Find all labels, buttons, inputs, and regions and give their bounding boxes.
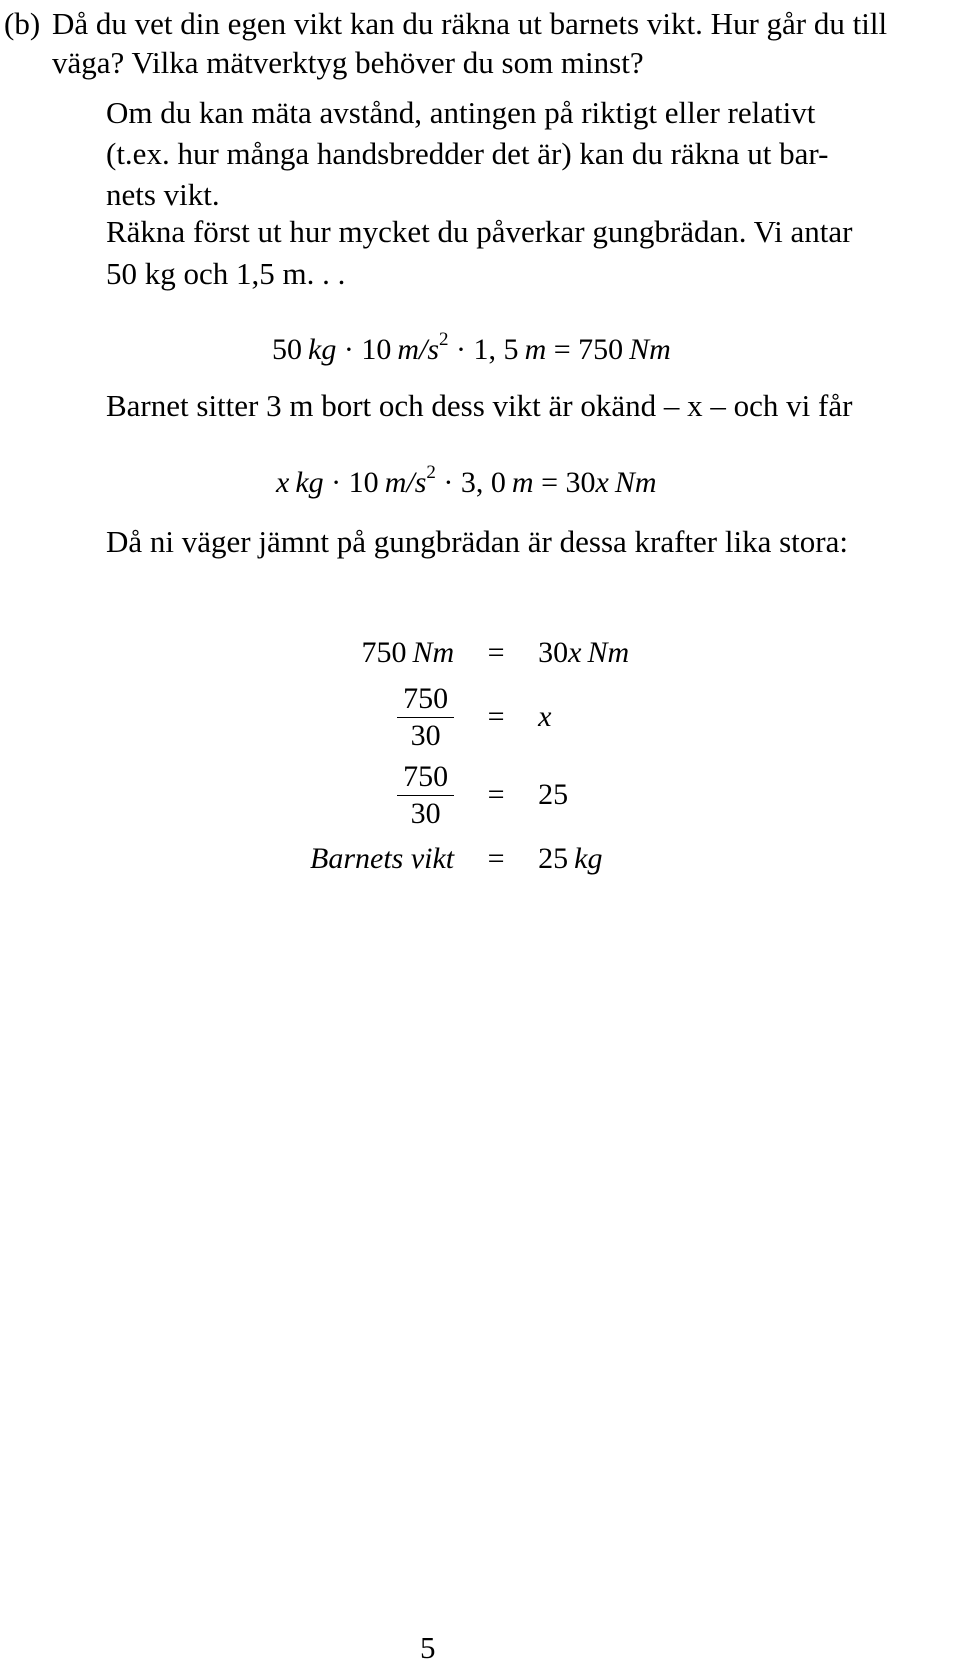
row4-lhs: Barnets vikt [310,842,455,875]
eq1-ms: m/s [397,333,440,366]
eq1-unit: Nm [629,333,671,366]
paragraph1-line-2: (t.ex. hur många handsbredder det är) kan du räkna ut bar- [106,136,829,171]
row2-denominator: 30 [410,718,441,752]
row1-equals: = [487,636,505,669]
row2-numerator: 750 [397,681,454,718]
eq1-mass: 50 [272,333,302,366]
row3-fraction [397,759,454,832]
equation-1: 50 kg · 10 $m/s^2 \cdot 1$, 5 m = 750 Nm [272,329,671,366]
row4-rhs-unit: kg [574,842,603,875]
row4-equals: = [487,842,505,875]
question-line-2: väga? Vilka mätverktyg behöver du som minst? [52,45,644,80]
equation-2: x kg · 10 $m/s^2 \cdot 3$, 0 m = 30x Nm [276,462,657,499]
eq1-gravity: 10 [361,333,392,366]
aligned-row-3 [310,756,629,834]
row1-lhs-unit: Nm [412,636,455,669]
eq2-exponent: 2 [426,462,436,483]
row3-equals: = [487,778,505,811]
row2-equals: = [487,700,505,733]
eq2-result: 30 [565,466,596,499]
paragraph2-line-1: Räkna först ut hur mycket du påverkar gungbrädan. Vi antar [106,214,853,249]
row1-rhs-var: x [568,636,582,669]
row3-rhs: 25 [538,778,569,811]
eq1-m: m [524,333,547,366]
row3-numerator: 750 [397,759,454,796]
aligned-row-2 [310,678,629,756]
eq2-resultvar: x [595,466,609,499]
paragraph4: Då ni väger jämnt på gungbrädan är dessa krafter lika stora: [106,524,848,559]
row1-rhs-number: 30 [538,636,569,669]
eq2-x: x [276,466,290,499]
row1-rhs-unit: Nm [587,636,630,669]
row2-fraction [397,681,454,754]
eq1-exponent: 2 [439,329,449,350]
aligned-row-4 [310,834,629,884]
paragraph3: Barnet sitter 3 m bort och dess vikt är okänd – x – och vi får [106,388,853,423]
eq2-distance: 3, 0 [460,466,506,499]
eq1-equals: = [553,333,571,366]
row3-denominator: 30 [410,796,441,830]
paragraph1-line-3: nets vikt. [106,177,220,212]
eq2-equals: = [541,466,558,499]
eq2-kg: kg [295,466,324,499]
eq2-m: m [511,466,534,499]
aligned-equations [310,628,629,884]
eq2-unit: Nm [614,466,657,499]
item-label: (b) [4,6,41,41]
eq1-kg: kg [308,333,337,366]
eq1-result: 750 [578,333,624,366]
paragraph2-line-2: 50 kg och 1,5 m. . . [106,256,346,291]
eq1-distance: 1, 5 [473,333,519,366]
row1-lhs-number: 750 [361,636,407,669]
row4-rhs-number: 25 [538,842,569,875]
page-number: 5 [420,1630,436,1665]
row2-rhs: x [538,700,552,733]
eq2-ms: m/s [384,466,427,499]
question-line-1: Då du vet din egen vikt kan du räkna ut barnets vikt. Hur går du till [52,6,888,41]
paragraph1-line-1: Om du kan mäta avstånd, antingen på riktigt eller relativt [106,95,816,130]
eq2-gravity: 10 [348,466,379,499]
aligned-row-1 [310,628,629,678]
